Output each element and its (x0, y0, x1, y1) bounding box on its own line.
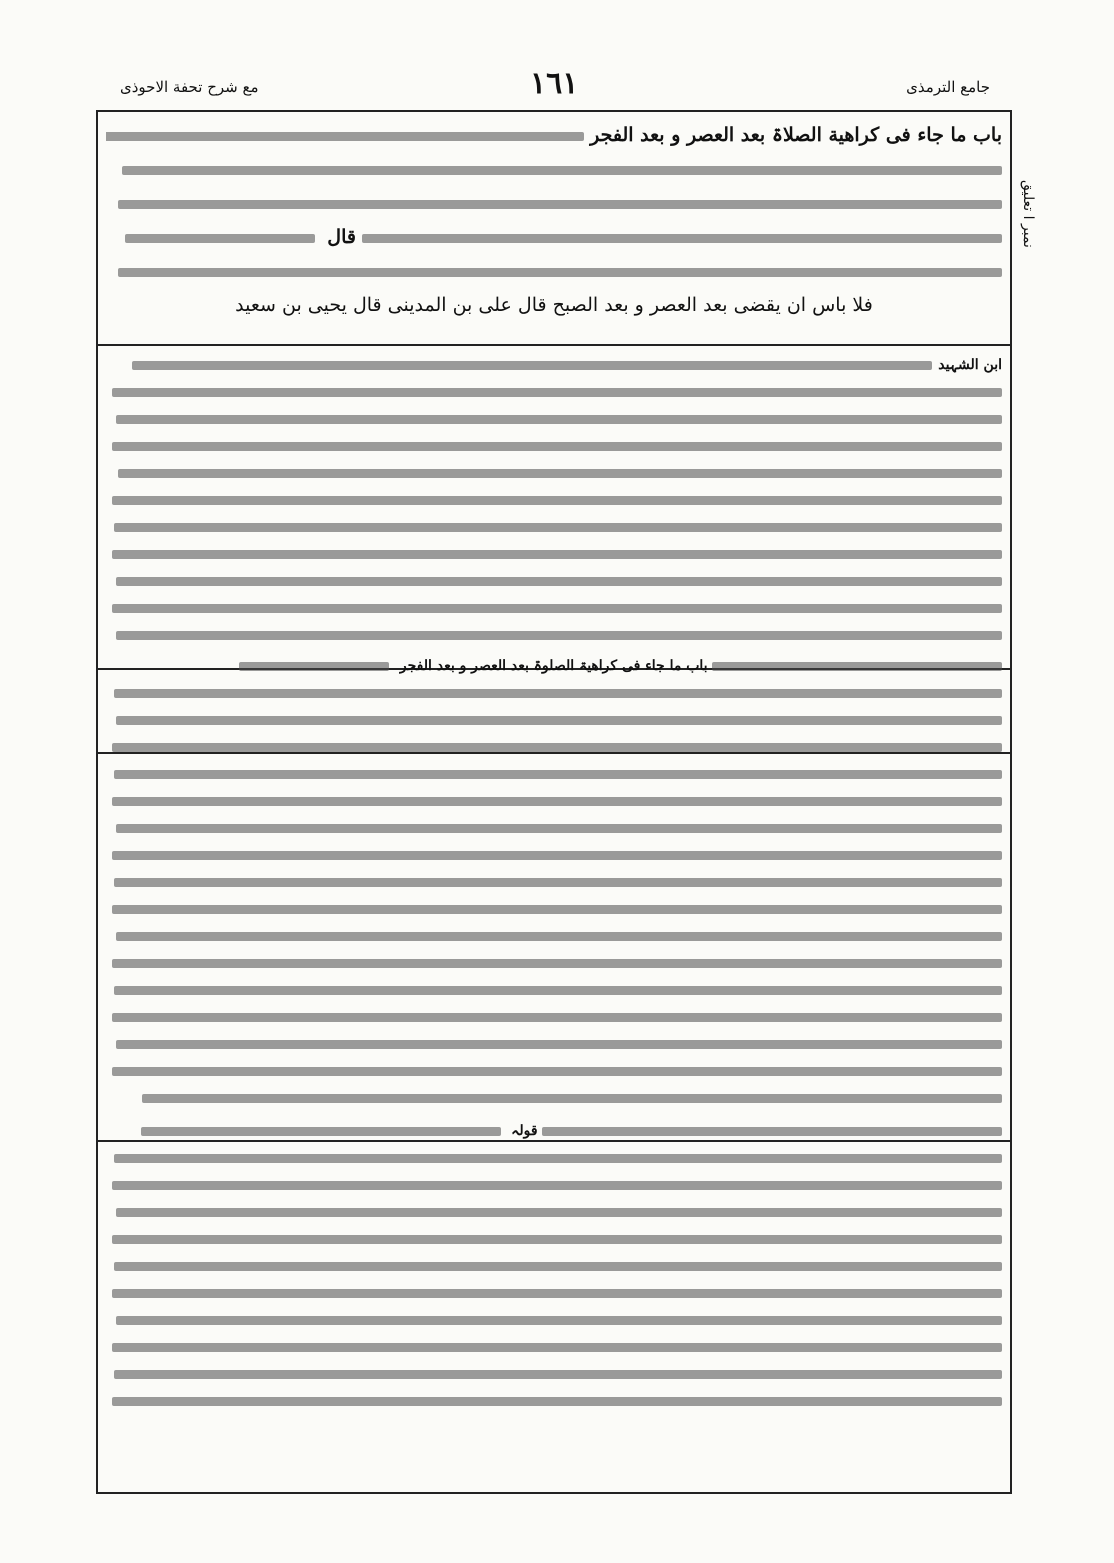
text-line (106, 869, 1002, 896)
text-line (106, 514, 1002, 541)
text-line (106, 1172, 1002, 1199)
text-line (106, 977, 1002, 1004)
text-line (106, 1058, 1002, 1085)
text-line (106, 288, 1002, 322)
text-line (106, 950, 1002, 977)
text-line (106, 842, 1002, 869)
text-line (106, 379, 1002, 406)
text-line (106, 1307, 1002, 1334)
text-line (106, 1280, 1002, 1307)
main-hadith-text (106, 118, 1002, 322)
text-line (106, 896, 1002, 923)
text-line (106, 815, 1002, 842)
text-line (106, 118, 1002, 152)
text-line (106, 1118, 1002, 1145)
text-line (106, 1031, 1002, 1058)
running-title-left: مع شرح تحفة الاحوذی (120, 78, 259, 96)
text-line (106, 680, 1002, 707)
text-line (106, 541, 1002, 568)
text-line (106, 220, 1002, 254)
text-line (106, 254, 1002, 288)
text-line (106, 1334, 1002, 1361)
commentary-section-heading: باب ما جاء فی کراھیۃ الصلوۃ بعد العصر و بعد الفجر (399, 658, 708, 674)
text-line (106, 352, 1002, 379)
closing-line: فلا باس ان یقضی بعد العصر و بعد الصبح قال علی بن المدینی قال یحیی بن سعید (235, 294, 873, 316)
text-line (106, 406, 1002, 433)
side-note-text: نمبر ا تعلیق (1020, 180, 1036, 248)
text-line (106, 653, 1002, 680)
qala-word: قال (327, 226, 356, 248)
text-line (106, 460, 1002, 487)
text-line (106, 1253, 1002, 1280)
text-line (106, 568, 1002, 595)
commentary-opening: ابن الشہید (938, 357, 1002, 373)
qawluhu-marker: قولہ (511, 1123, 538, 1139)
text-line (106, 707, 1002, 734)
text-line (106, 433, 1002, 460)
text-line (106, 1085, 1002, 1112)
text-line (106, 1388, 1002, 1415)
text-line (106, 1004, 1002, 1031)
page-number: ١٦١ (530, 66, 579, 101)
main-text-divider (96, 344, 1012, 346)
text-line (106, 622, 1002, 649)
chapter-heading: باب ما جاء فی کراهیة الصلاۃ بعد العصر و بعد الفجر (590, 124, 1002, 146)
text-line (106, 788, 1002, 815)
text-line (106, 595, 1002, 622)
text-line (106, 152, 1002, 186)
commentary-text (106, 352, 1002, 1415)
page-header (100, 64, 1010, 108)
running-title-right: جامع الترمذی (906, 78, 990, 96)
side-margin-note (1020, 180, 1060, 820)
text-line (106, 487, 1002, 514)
text-line (106, 1226, 1002, 1253)
text-line (106, 734, 1002, 761)
text-line (106, 1145, 1002, 1172)
text-line (106, 1199, 1002, 1226)
text-line (106, 923, 1002, 950)
text-line (106, 186, 1002, 220)
text-line (106, 761, 1002, 788)
text-line (106, 1361, 1002, 1388)
